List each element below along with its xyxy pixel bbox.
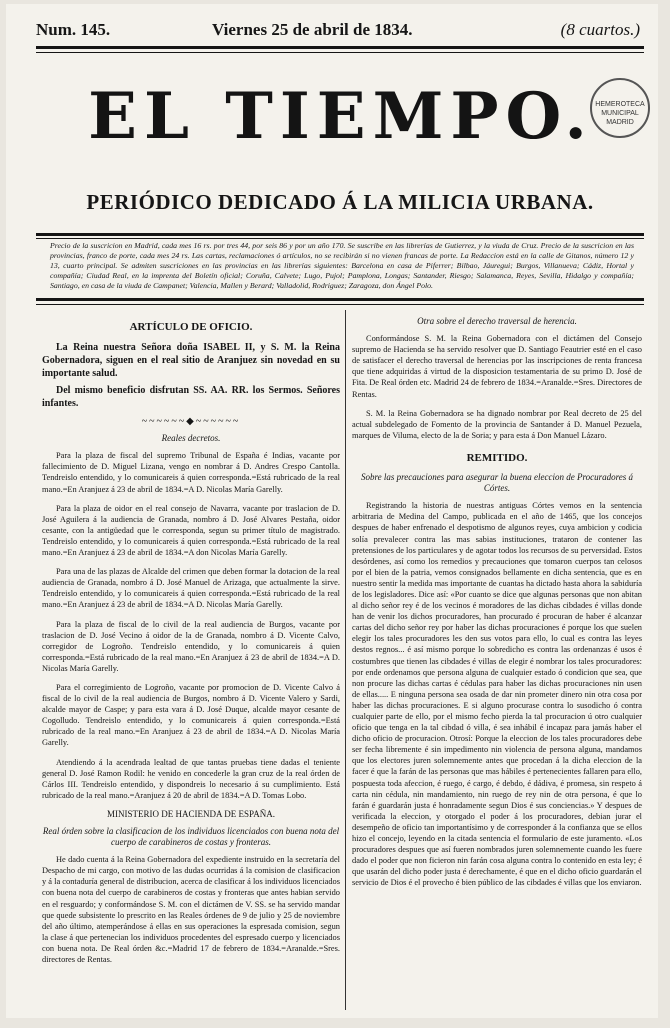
lead-paragraph: La Reina nuestra Señora doña ISABEL II, y S. M. la Reina Gobernadora, siguen en el real sitio de Aranjuez sin novedad en su importante salud.	[42, 342, 340, 380]
issue-date: Viernes 25 de abril de 1834.	[212, 20, 413, 39]
right-column	[352, 310, 642, 889]
article-paragraph: Para el corregimiento de Logroño, vacante por promocion de D. Vicente Calvo á fiscal de lo civil de la real audiencia de Burgos, nombro á D. Vicente Valero y Sardi, alcalde mayor de Caspe; y para esta vara á D. José Duque, alcalde mayor cesante de Cogolludo. Tendreislo entendido, y lo comunicareis á quien corresponda.=Está rubricado de la real mano.=En Aranjuez á 23 de abril de 1834.=A D. Nicolas María Garelly.	[42, 682, 340, 748]
subsection-heading: Reales decretos.	[161, 433, 221, 444]
ornament-divider: ~~~~~~◆~~~~~~	[141, 416, 241, 428]
article-paragraph: Para la plaza de oidor en el real consejo de Navarra, vacante por traslacion de D. José Aguilera á la audiencia de Granada, nombro á D. José Alvares Pestaña, oidor cesante, con la antigüedad que le corresponda, segun su primer título de magistrado. Tendreislo entendido, y lo comunicareis á quien corresponda.=Está rubricado de la real mano.=En Aranjuez á 23 de abril de 1834.=A don Nicolas María Garelly.	[42, 503, 340, 558]
ministry-heading: MINISTERIO DE HACIENDA DE ESPAÑA.	[107, 808, 275, 819]
article-paragraph: S. M. la Reina Gobernadora se ha dignado nombrar por Real decreto de 25 del actual subdelegado de Fomento de la provincia de Santander á D. Manuel Pezuela, marques de Viluma, electo de la de Soria; y para esta á Don Manuel Lázaro.	[352, 408, 642, 440]
newspaper-page	[6, 4, 658, 1018]
subsection-heading: Otra sobre el derecho traversal de herencia.	[417, 316, 577, 326]
article-paragraph: Registrando la historia de nuestras antiguas Córtes vemos en la sentencia arbitraria de Medina del Campo, publicada en el año de 1465, que los concejos despues de haber enfrenado el despotismo de algunos reyes, cuya ambicion y codicia solía prevalecer contra las mas sabias instituciones, trataron de contener las pretensiones de los particulares y de agotar todos los recursos de su perversidad. Estos desórdenes, así como los remedios y precauciones que tomaron cuerpos tan celosos por el bien de la patria, vemos consignados bellamente en dicha sentencia, que es en nuestro sentir la medida mas importante de cuantas ha dictado hasta ahora la sabiduría de los legisladores. Dice así: «Por cuanto se dice que algunas personas que non abitan al dicho señor rey é de los vecinos é moradores de las dichas cibdades é villas donde han de venir los dichos procuradores, han procurado é procuran de haber é alcanzar cartas del dicho señor rey por haber las dichas procuraciones é porque los que suelen elegir los tales procuradores les den sus votos para ello, lo cual es contra las leyes destos regnos... é así mismo porque lo sobredicho es contra las ordenanzas é usos é costumbres que tienen las cibdades é villas de elegir é nombrar los tales procuradores: por ende ordenamos que persona alguna de cualquier estado ó condicion que sea, que non procure las dichas cartas é cédulas para haber las dichas procuraciones nin usen de ellas..... E ninguna persona sea osada de dar nin prometer dinero nin otra cosa por haber las dichas procuraciones. E si alguno procurase contra lo susodicho ó contra cualquier parte de ello, por el mismo fecho pierda la tal procuracion ú otro cualquier oficio que tenga en la tal cibdad ó villa, é sea inhábil é incapaz para jamás haber el dicho oficio de procuracion. Otrosí: Porque la eleccion de los tales procuradores debe ser fecha libremente é sin impedimento nin violencia de persona alguna, mandamos que los electores juren solemnemente antes que procedan á la dicha eleccion de la facer é que la farán de las personas que mas hábiles é pertenecientes fallaren para ello, pospuesta toda afeccion, é ruego, é cargo, é debdo, é dádiva, é promesa, sin respeto á carta nin cédula, nin mandamiento, nin ruego de rey nin de otra persona, é que lo farán é guardarán justa é honradamente segun Dios é sus conciencias.» Y despues de verificada la eleccion, y otorgado el poder á los procuradores, debian jurar el desempeño de oficio tan importantísimo y de corresponder á la confianza que se ellos hizo el concejo, leyendo en la citada sentencia el formulario de este juramento. «Los procuradores despues que así fueren nombrados juren solemnemente cuando les fuere dado el poder que non ficieron nin farán cosa alguna contra lo contenido en esta ley; é que usarán del dicho poder justa é derechamente, é que en el dicho oficio guardarán el servicio de Dios é el provecho é bien público de las cibdades é villas que los enviaron.	[352, 501, 642, 888]
order-heading: Real órden sobre la clasificacion de los individuos licenciados con buena nota del cuerpo de carabineros de costas y fronteras.	[42, 826, 340, 848]
rule	[36, 304, 644, 305]
rule	[36, 52, 644, 53]
issue-number: Num. 145.	[36, 20, 111, 39]
lead-paragraph: Del mismo beneficio disfrutan SS. AA. RR. los Sermos. Señores infantes.	[42, 385, 340, 410]
article-paragraph: Para la plaza de fiscal del supremo Tribunal de España é Indias, vacante por fallecimiento de D. Miguel Lizana, vengo en nombrar á D. Andres Crespo Cantolla. Tendreislo entendido, y lo comunicareis á quien corresponda.=Está rubricado de la real mano.=En Aranjuez á 23 de abril de 1834.=A D. Nicolas María Garelly.	[42, 451, 340, 494]
top-line	[36, 20, 640, 42]
article-paragraph: Para una de las plazas de Alcalde del crimen que deben formar la dotacion de la real audiencia de Granada, nombro á D. José Manuel de Arizaga, que actualmente la sirve. Tendreislo entendido, y lo comunicareis á quien corresponda.=Está rubricado de la real mano.=En Aranjuez á 23 de abril de 1834.=A D. Nicolas María Garelly.	[42, 567, 340, 610]
issue-price: (8 cuartos.)	[560, 20, 640, 39]
left-column	[42, 310, 340, 973]
article-paragraph: Para la plaza de fiscal de lo civil de la real audiencia de Burgos, vacante por traslacion de D. José Vecino á oidor de la de Granada, nombro á D. Vicente Calvo, corregidor de Logroño. Tendreislo entendido, y lo comunicareis á quien corresponda.=Está rubricado de la real mano.=En Aranjuez á 23 de abril de 1834.=A D. Nicolas María Garelly.	[42, 619, 340, 673]
rule	[36, 298, 644, 301]
article-paragraph: He dado cuenta á la Reina Gobernadora del expediente instruido en la secretaría del Despacho de mi cargo, con motivo de las dudas ocurridas á la comision de clasificacion y á la contaduría general de distribucion, acerca de clasificar á los individuos licenciados con buena nota del cuerpo de carabineros de costas y fronteras que antes habian servido en el resguardo; y conformándose S. M. con el dictámen de V. SS. se ha servido mandar que quede subsistente lo prescrito en las Reales órdenes de 9 de julio y 25 de noviembre del año último, atemperándose á ellas en sus operaciones la espresada comision, segun la clase á que pertenecian los individuos procedentes del espresado cuerpo y licenciados con buena nota. De Real órden &c.=Madrid 17 de febrero de 1834.=Aranalde.=Sres. directores de Rentas.	[42, 855, 340, 965]
library-stamp: HEMEROTECA MUNICIPAL MADRID	[590, 78, 650, 138]
section-heading: REMITIDO.	[466, 451, 528, 464]
newspaper-subtitle: PERIÓDICO DEDICADO Á LA MILICIA URBANA.	[86, 190, 594, 214]
rule	[36, 233, 644, 236]
article-paragraph: Atendiendo á la acendrada lealtad de que tantas pruebas tiene dadas el teniente general D. José Ramon Rodil: he venido en concederle la gran cruz de la real órden de Cárlos III. Tendreislo entendido, y dispondreis lo necesario á su cumplimiento. Está rubricado de la real mano.=Aranjuez á 20 de abril de 1834.=A D. Tomas Lobo.	[42, 757, 340, 800]
subsection-heading: Sobre las precauciones para asegurar la buena eleccion de Procuradores á Córtes.	[360, 472, 634, 494]
rule	[36, 238, 644, 239]
rule	[36, 46, 644, 49]
section-heading: ARTÍCULO DE OFICIO.	[129, 321, 253, 333]
article-paragraph: Conformándose S. M. la Reina Gobernadora con el dictámen del Consejo supremo de Hacienda se ha servido resolver que D. Santiago Feautrier esté en el caso de satisfacer el derecho traversal de herencias por las inscripciones de renta francesa que tiene adquiridas á virtud de la disposicion testamentaria de su primo D. José de Fita. De Real órden etc. Madrid 24 de febrero de 1834.=Aranalde.=Sres. Directores de Rentas.	[352, 334, 642, 399]
column-divider	[345, 310, 346, 1010]
newspaper-title: EL TIEMPO.	[88, 79, 594, 154]
subscription-notice: Precio de la suscricion en Madrid, cada mes 16 rs. por tres 44, por seis 86 y por un año 170. Se suscribe en las librerías de Gutierrez, y la viuda de Cruz. Precio de la suscricion en las provincias, franco de porte, cada mes 24 rs. Las cartas, reclamaciones ó artículos, no se recibirán si no vienen francas de porte. La Redaccion está en la calle de Gitanos, número 12 y 13, cuarto principal. Se admiten suscriciones en las provincias en las librerías siguientes: Barcelona en casa de Piferrer; Bilbao, Jáuregui; Burgos, Villanueva; Cádiz, Hortal y compañía; Ciudad Real, en la imprenta del Boletín oficial; Coruña, Calvete; Lugo, Pujol; Pamplona, Longas; Santander, Riesgo; Salamanca, Reyes, Sevilla, Hidalgo y compañía; Santiago, en casa de la viuda de Campanet; Valencia, Mallen y Berard; Valladolid, Rodriguez; Zaragoza, don Ángel Polo.	[50, 241, 634, 290]
